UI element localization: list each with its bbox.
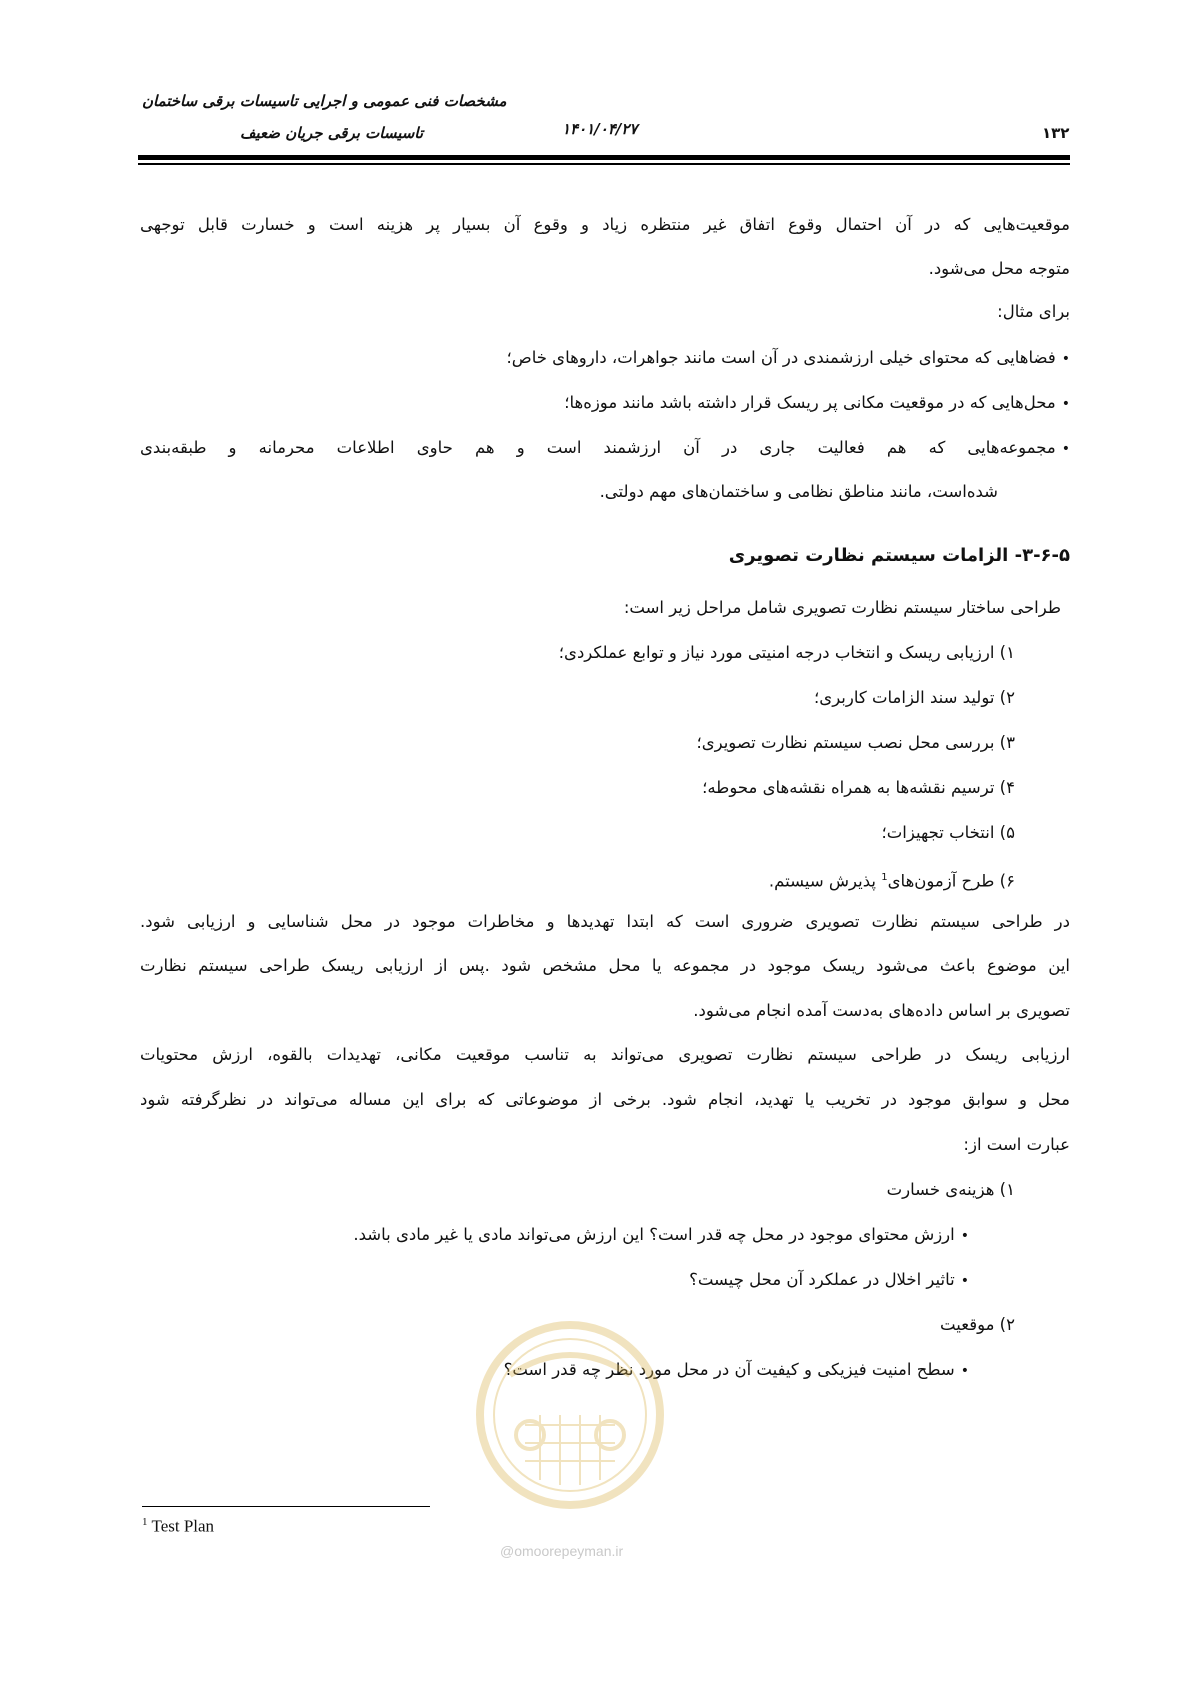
header-date: ۱۴۰۱/۰۴/۲۷ bbox=[562, 120, 638, 138]
step-2: ۲) تولید سند الزامات کاربری؛ bbox=[814, 688, 1015, 707]
para2-line-2: محل و سوابق موجود در تخریب یا تهدید، انجام شود. برخی از موضوعاتی که برای این مساله می‌تواند در نظرگرفته شود bbox=[140, 1090, 1070, 1109]
header-section-title: تاسیسات برقی جریان ضعیف bbox=[240, 124, 424, 142]
topic-1-bullet-1: •ارزش محتوای موجود در محل چه قدر است؟ این ارزش می‌تواند مادی یا غیر مادی باشد. bbox=[353, 1225, 969, 1244]
example-item-3-line-1: •مجموعه‌هایی که هم فعالیت جاری در آن ارزشمند است و هم حاوی اطلاعات محرمانه و طبقه‌بندی bbox=[140, 438, 1070, 457]
intro-line-1: موقعیت‌هایی که در آن احتمال وقوع اتفاق غیر منتظره زیاد و وقوع آن بسیار پر هزینه است و خسارت قابل توجهی bbox=[140, 215, 1070, 234]
bullet-icon: • bbox=[960, 1228, 969, 1244]
page-number: ۱۳۲ bbox=[1042, 124, 1070, 142]
topic-2: ۲) موقعیت bbox=[940, 1315, 1015, 1334]
bullet-icon: • bbox=[960, 1363, 969, 1379]
bullet-icon: • bbox=[1061, 351, 1070, 367]
para1-line-2: این موضوع باعث می‌شود ریسک موجود در مجموعه یا محل مشخص شود .پس از ارزیابی ریسک طراحی سیستم نظارت bbox=[140, 956, 1070, 975]
footnote-rule bbox=[142, 1506, 430, 1507]
topic-1: ۱) هزینه‌ی خسارت bbox=[886, 1180, 1015, 1199]
example-label: برای مثال: bbox=[997, 302, 1070, 321]
header-rule-thin bbox=[138, 163, 1070, 165]
para2-line-1: ارزیابی ریسک در طراحی سیستم نظارت تصویری می‌تواند به تناسب موقعیت مکانی، تهدیدات بالقوه، ارزش محتویات bbox=[140, 1045, 1070, 1064]
section-lead: طراحی ساختار سیستم نظارت تصویری شامل مراحل زیر است: bbox=[623, 598, 1061, 617]
header-rule-thick bbox=[138, 155, 1070, 160]
para1-line-1: در طراحی سیستم نظارت تصویری ضروری است که ابتدا تهدیدها و مخاطرات موجود در محل شناسایی و ارزیابی شود. bbox=[140, 912, 1070, 931]
topic-2-bullet-1: •سطح امنیت فیزیکی و کیفیت آن در محل مورد نظر چه قدر است؟ bbox=[503, 1360, 969, 1379]
bullet-icon: • bbox=[960, 1273, 969, 1289]
para1-line-3: تصویری بر اساس داده‌های به‌دست آمده انجام می‌شود. bbox=[693, 1001, 1070, 1020]
watermark-url: @omoorepeyman.ir bbox=[500, 1543, 624, 1559]
step-5: ۵) انتخاب تجهیزات؛ bbox=[881, 823, 1015, 842]
topic-1-bullet-2: •تاثیر اخلال در عملکرد آن محل چیست؟ bbox=[689, 1270, 969, 1289]
step-4: ۴) ترسیم نقشه‌ها به همراه نقشه‌های محوطه؛ bbox=[702, 778, 1015, 797]
step-6: ۶) طرح آزمون‌های$^1$ پذیرش سیستم. bbox=[768, 871, 1015, 891]
para2-line-3: عبارت است از: bbox=[963, 1135, 1070, 1154]
footnote-number: 1 bbox=[142, 1516, 148, 1528]
header-doc-title: مشخصات فنی عمومی و اجرایی تاسیسات برقی ساختمان bbox=[142, 92, 507, 110]
intro-line-2: متوجه محل می‌شود. bbox=[928, 259, 1070, 278]
example-item-2: •محل‌هایی که در موقعیت مکانی پر ریسک قرار داشته باشد مانند موزه‌ها؛ bbox=[564, 393, 1070, 412]
section-heading: ۳-۶-۵- الزامات سیستم نظارت تصویری bbox=[728, 545, 1070, 566]
footnote bbox=[142, 1516, 214, 1537]
bullet-icon: • bbox=[1061, 441, 1070, 457]
step-3: ۳) بررسی محل نصب سیستم نظارت تصویری؛ bbox=[696, 733, 1015, 752]
step-1: ۱) ارزیابی ریسک و انتخاب درجه امنیتی مورد نیاز و توابع عملکردی؛ bbox=[558, 643, 1015, 662]
footnote-ref: 1 bbox=[881, 872, 888, 883]
footnote-text: Test Plan bbox=[151, 1516, 215, 1536]
example-item-1: •فضاهایی که محتوای خیلی ارزشمندی در آن است مانند جواهرات، داروهای خاص؛ bbox=[506, 348, 1070, 367]
bullet-icon: • bbox=[1061, 396, 1070, 412]
example-item-3-line-2: شده‌است، مانند مناطق نظامی و ساختمان‌های مهم دولتی. bbox=[599, 482, 998, 501]
watermark-logo-icon bbox=[470, 1315, 670, 1515]
